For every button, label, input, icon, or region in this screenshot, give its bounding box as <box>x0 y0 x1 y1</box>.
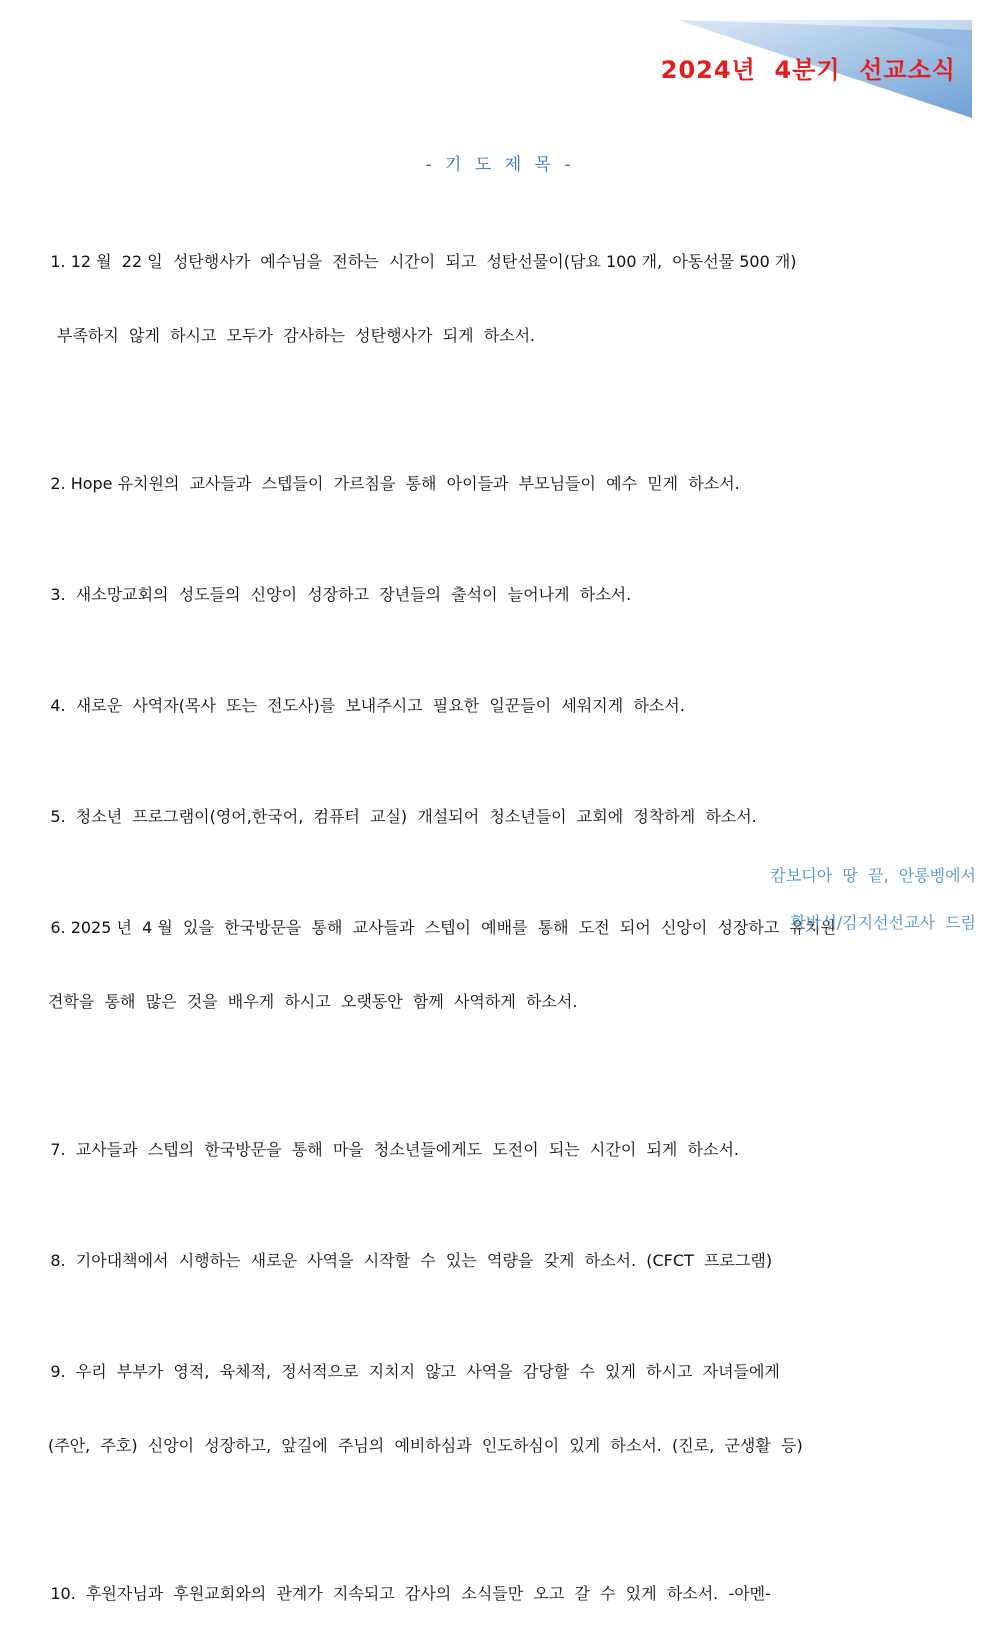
list-item <box>30 539 980 650</box>
list-item <box>30 872 980 1094</box>
prayer-1-line-2: 부족하지 않게 하시고 모두가 감사하는 성탄행사가 되게 하소서. <box>57 326 536 345</box>
list-item <box>30 650 980 761</box>
prayer-6-line-2: 견학을 통해 많은 것을 배우게 하시고 오랫동안 함께 사역하게 하소서. <box>48 992 578 1011</box>
prayer-4-line-1: 4. 새로운 사역자(목사 또는 전도사)를 보내주시고 필요한 일꾼들이 세워지게 하소서. <box>50 696 685 715</box>
section-heading: - 기 도 제 목 - <box>425 155 575 175</box>
list-item <box>30 1538 980 1649</box>
list-item <box>30 1316 980 1538</box>
prayer-1-line-1: 1. 12 월 22 일 성탄행사가 예수님을 전하는 시간이 되고 성탄선물이(담요 100 개, 아동선물 500 개) <box>50 252 797 271</box>
page-title: 2024년 4분기 선교소식 <box>660 56 956 84</box>
list-item <box>30 761 980 872</box>
signature-names: 황반석/김지선선교사 드림 <box>790 913 976 932</box>
prayer-8-line-1: 8. 기아대책에서 시행하는 새로운 사역을 시작할 수 있는 역량을 갖게 하소서. (CFCT 프로그램) <box>50 1251 773 1270</box>
list-item <box>30 206 980 428</box>
prayer-9-line-2: (주안, 주호) 신앙이 성장하고, 앞길에 주님의 예비하심과 인도하심이 있게 하소서. (진로, 군생활 등) <box>48 1436 803 1455</box>
prayer-10-line-1: 10. 후원자님과 후원교회와의 관계가 지속되고 감사의 소식들만 오고 갈 수 있게 하소서. -아멘- <box>50 1584 771 1603</box>
list-item <box>30 428 980 539</box>
prayer-7-line-1: 7. 교사들과 스텝의 한국방문을 통해 마을 청소년들에게도 도전이 되는 시간이 되게 하소서. <box>50 1140 740 1159</box>
list-item <box>30 1205 980 1316</box>
list-item <box>30 1094 980 1205</box>
prayer-5-line-1: 5. 청소년 프로그램이(영어,한국어, 컴퓨터 교실) 개설되어 청소년들이 교회에 정착하게 하소서. <box>50 807 757 826</box>
prayer-6-line-1: 6. 2025 년 4 월 있을 한국방문을 통해 교사들과 스텝이 예배를 통해 도전 되어 신앙이 성장하고 유치원 <box>50 918 836 937</box>
prayer-2-line-1: 2. Hope 유치원의 교사들과 스텝들이 가르침을 통해 아이들과 부모님들이 예수 믿게 하소서. <box>50 474 740 493</box>
prayer-9-line-1: 9. 우리 부부가 영적, 육체적, 정서적으로 지치지 않고 사역을 감당할 수 있게 하시고 자녀들에게 <box>50 1362 780 1381</box>
signature-place: 캄보디아 땅 끝, 안롱벵에서 <box>770 866 976 885</box>
prayer-3-line-1: 3. 새소망교회의 성도들의 신앙이 성장하고 장년들의 출석이 늘어나게 하소서. <box>50 585 632 604</box>
